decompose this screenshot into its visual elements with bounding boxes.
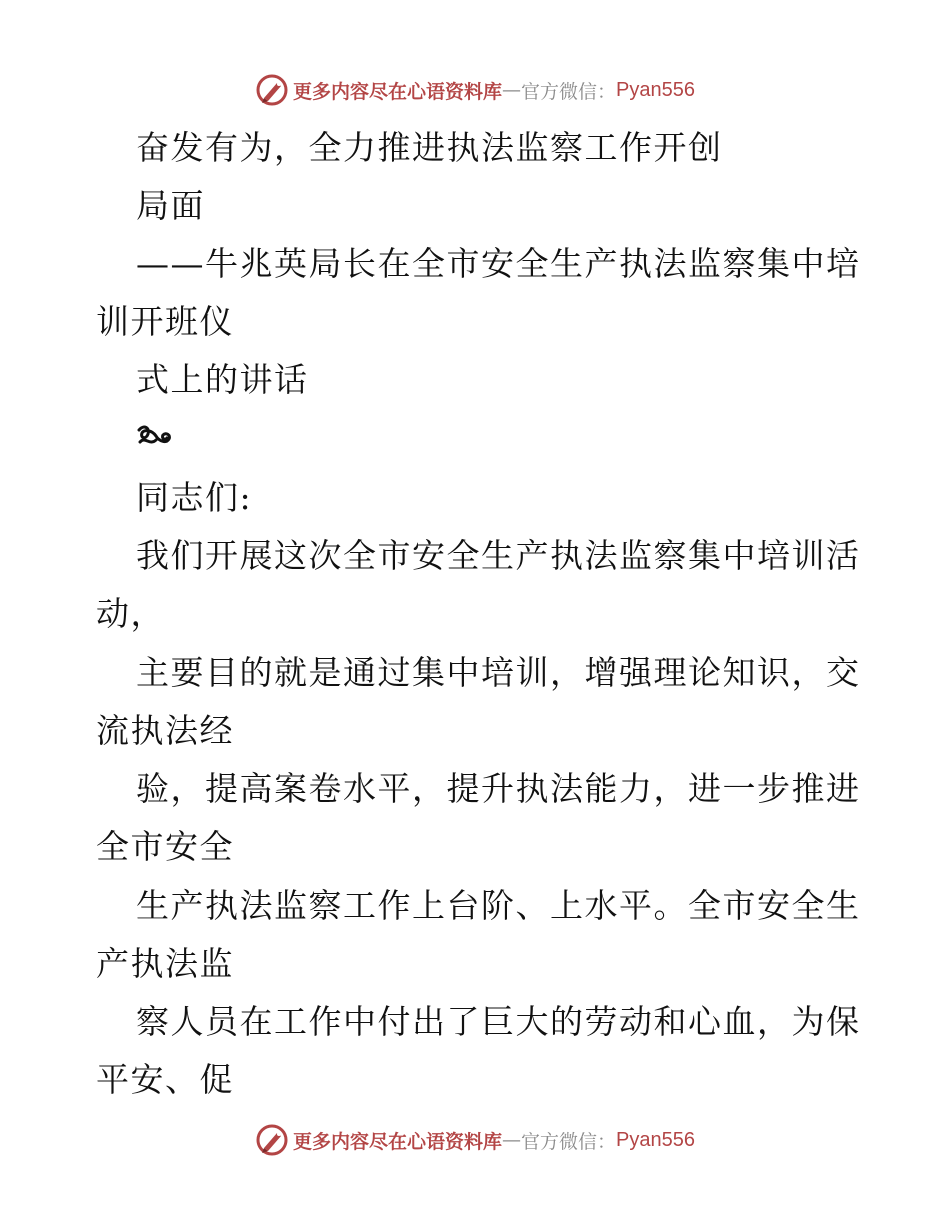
- paragraph-line-5: 验，提高案卷水平，提升执法能力，进一步推进: [136, 769, 861, 808]
- paragraph-line-1: 我们开展这次全市安全生产执法监察集中培训活: [136, 536, 861, 575]
- paragraph-line-8: 产执法监: [96, 944, 234, 983]
- paragraph-line-10: 平安、促: [96, 1060, 234, 1099]
- subtitle-line-1: ——牛兆英局长在全市安全生产执法监察集中培: [136, 244, 861, 283]
- ornament-icon: [136, 422, 172, 452]
- header-site-text: 更多内容尽在心语资料库: [293, 80, 503, 103]
- subtitle-line-2: 训开班仪: [96, 302, 234, 341]
- paragraph-line-7: 生产执法监察工作上台阶、上水平。全市安全生: [136, 886, 861, 925]
- footer-dash: —: [502, 1129, 522, 1151]
- subtitle-line-3: 式上的讲话: [136, 360, 309, 399]
- salutation: 同志们:: [136, 478, 253, 517]
- header-wechat-id: Pyan556: [616, 78, 695, 101]
- header-wechat-label: 官方微信：: [521, 80, 617, 103]
- paragraph-line-3: 主要目的就是通过集中培训，增强理论知识，交: [136, 653, 861, 692]
- footer-wechat-label: 官方微信：: [521, 1130, 617, 1153]
- title-line-1: 奋发有为，全力推进执法监察工作开创: [136, 128, 723, 167]
- paragraph-line-9: 察人员在工作中付出了巨大的劳动和心血，为保: [136, 1002, 861, 1041]
- logo-pen-icon: [255, 73, 289, 107]
- footer-wechat-id: Pyan556: [616, 1128, 695, 1151]
- paragraph-line-6: 全市安全: [96, 827, 234, 866]
- paragraph-line-2: 动，: [96, 594, 165, 633]
- footer-site-text: 更多内容尽在心语资料库: [293, 1130, 503, 1153]
- paragraph-line-4: 流执法经: [96, 711, 234, 750]
- header-dash: —: [502, 79, 522, 101]
- title-line-2: 局面: [136, 186, 205, 225]
- header-banner: [0, 70, 950, 110]
- logo-pen-icon: [255, 1123, 289, 1157]
- footer-banner: [0, 1120, 950, 1160]
